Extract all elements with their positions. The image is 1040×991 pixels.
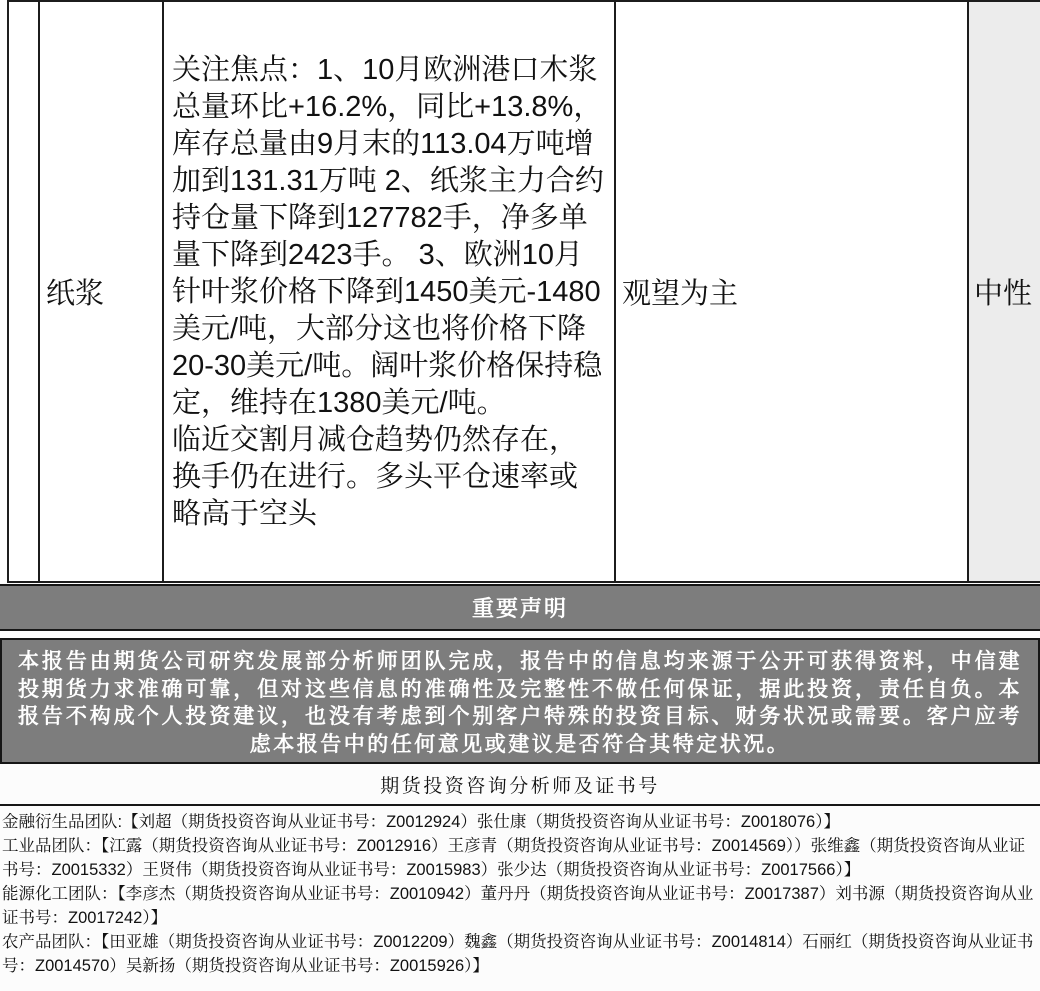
important-notice-title: 重要声明 [471,596,568,621]
disclaimer-text: 本报告由期货公司研究发展部分析师团队完成，报告中的信息均来源于公开可获得资料，中信建投期货力求准确可靠，但对这些信息的准确性及完整性不做任何保证，据此投资，责任自负。本报告不构成个人投资建议，也没有考虑到个别客户特殊的投资目标、财务状况或需要。客户应考虑本报告中的任何意见或建议是否符合其特定状况。 [18,650,1022,756]
important-notice-bar [0,584,1040,631]
table-cell-rating [967,2,1040,581]
analysts-section-header [0,764,1040,806]
analysis-paragraph-1: 关注焦点：1、10月欧洲港口木浆总量环比+16.2%，同比+13.8%，库存总量由9月末的113.04万吨增加到131.31万吨 2、纸浆主力合约持仓量下降到127782手，净多单量下降到2423手。 3、欧洲10月针叶浆价格下降到1450美元-1480美元/吨，大部分这也将价格下降20-30美元/吨。阔叶浆价格保持稳定，维持在1380美元/吨。 [172,54,604,419]
table-cell-analysis [162,2,614,581]
table-cell-index [7,2,38,581]
analyst-team-financial-derivatives: 金融衍生品团队:【刘超（期货投资咨询从业证书号：Z0012924）张仕康（期货投资咨询从业证书号：Z0018076）】 [2,813,840,831]
analysis-paragraph-2: 临近交割月减仓趋势仍然存在，换手仍在进行。多头平仓速率或略高于空头 [172,424,579,530]
strategy-label: 观望为主 [622,278,739,310]
analyst-team-industrial-products: 工业品团队：【江露（期货投资咨询从业证书号：Z0012916）王彦青（期货投资咨询从业证书号：Z0014569））张维鑫（期货投资咨询从业证书号：Z0015332）王贤伟（期货投资咨询从业证书号：Z0015983）张少达（期货投资咨询从业证书号：Z0017566）】 [2,837,1026,879]
table-cell-commodity [38,2,162,581]
commodity-table [7,0,1040,583]
analyst-team-energy-chemical: 能源化工团队：【李彦杰（期货投资咨询从业证书号：Z0010942）董丹丹（期货投资咨询从业证书号：Z0017387）刘书源（期货投资咨询从业证书号：Z0017242）】 [2,885,1034,927]
analysts-section-title: 期货投资咨询分析师及证书号 [380,775,660,797]
rating-label: 中性 [974,278,1033,310]
disclaimer-box [0,638,1040,764]
commodity-label: 纸浆 [46,278,105,310]
analysts-list [0,806,1040,978]
table-cell-strategy [614,2,967,581]
analyst-team-agricultural-products: 农产品团队：【田亚雄（期货投资咨询从业证书号：Z0012209）魏鑫（期货投资咨询从业证书号：Z0014814）石丽红（期货投资咨询从业证书号：Z0014570）吴新扬（期货投资咨询从业证书号：Z0015926）】 [2,933,1034,975]
